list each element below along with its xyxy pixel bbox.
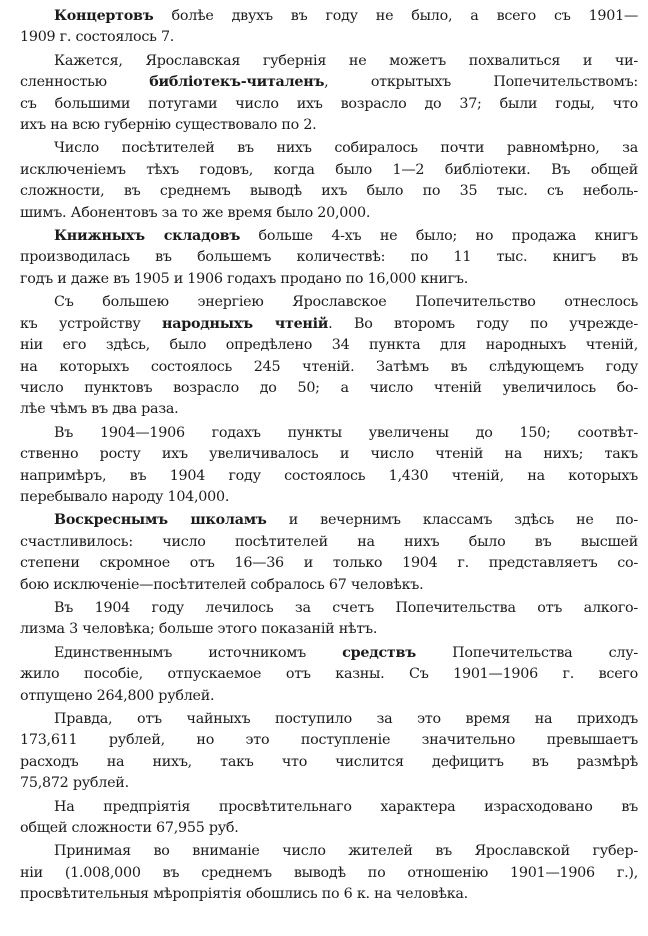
text-line bbox=[20, 357, 638, 378]
paragraph bbox=[20, 226, 638, 290]
text-line bbox=[20, 444, 638, 465]
text-segment: сленностью bbox=[20, 74, 150, 91]
paragraph bbox=[20, 510, 638, 596]
text-segment: Въ 1904 году лечилось за счетъ Попечительства отъ алкого- bbox=[54, 599, 638, 616]
text-segment: Правда, отъ чайныхъ поступило за это время на приходъ bbox=[54, 711, 638, 727]
text-segment: жило пособіе, отпускаемое отъ казны. Съ 1901—1906 г. всего bbox=[20, 666, 638, 683]
text-segment: Принимая во вниманіе число жителей въ Ярославской губер- bbox=[54, 843, 638, 860]
bold-term: Концертовъ bbox=[54, 8, 154, 24]
bold-term: средствъ bbox=[342, 644, 416, 661]
paragraph bbox=[20, 841, 638, 905]
text-segment: Единственнымъ источникомъ bbox=[54, 644, 343, 661]
text-line bbox=[20, 335, 638, 356]
text-line bbox=[20, 423, 638, 444]
text-segment: лизма 3 человѣка; больше этого показаній нѣтъ. bbox=[20, 621, 378, 638]
bold-term: народныхъ чтеній bbox=[162, 315, 329, 332]
text-line bbox=[20, 884, 638, 905]
text-line bbox=[20, 115, 638, 136]
text-line bbox=[20, 269, 638, 290]
text-segment: лѣе чѣмъ въ два раза. bbox=[20, 401, 179, 418]
text-segment: ніи его здѣсь, было опредѣлено 34 пункта для народныхъ чтеній, bbox=[20, 337, 638, 354]
text-segment: напримѣръ, въ 1904 году состоялось 1,430 чтеній, на которыхъ bbox=[20, 467, 638, 484]
text-segment: перебывало народу 104,000. bbox=[20, 488, 230, 505]
text-segment: 173,611 рублей, но это поступленіе значительно превышаетъ bbox=[20, 732, 638, 749]
text-segment: 75,872 рублей. bbox=[20, 775, 129, 792]
paragraph bbox=[20, 51, 638, 137]
text-line bbox=[20, 797, 638, 818]
text-segment: и вечернимъ классамъ здѣсь не по- bbox=[266, 512, 638, 529]
text-line bbox=[20, 226, 638, 247]
text-line bbox=[20, 181, 638, 202]
text-line bbox=[20, 51, 638, 72]
text-segment: Кажется, Ярославская губернія не можетъ похвалиться и чи- bbox=[54, 52, 638, 69]
paragraph bbox=[20, 709, 638, 795]
text-segment: больше 4-хъ не было; но продажа книгъ bbox=[240, 228, 638, 245]
text-line bbox=[20, 773, 638, 794]
text-line bbox=[20, 510, 638, 531]
text-segment: производилась въ большемъ количествѣ: по 11 тыс. книгъ въ bbox=[20, 249, 638, 266]
text-line bbox=[20, 466, 638, 487]
text-line bbox=[20, 730, 638, 751]
text-line bbox=[20, 752, 638, 773]
paragraph bbox=[20, 138, 638, 224]
paragraph bbox=[20, 423, 638, 509]
paragraph bbox=[20, 797, 638, 840]
text-segment: . Во второмъ году по учрежде- bbox=[328, 315, 638, 332]
text-segment: степени скромное отъ 16—36 и только 1904 г. представляетъ со- bbox=[20, 555, 638, 572]
text-segment: счастливилось: число посѣтителей на нихъ было въ высшей bbox=[20, 533, 638, 550]
text-line bbox=[20, 292, 638, 313]
text-segment: просвѣтительныя мѣропріятія обошлись по 6 к. на человѣка. bbox=[20, 886, 468, 903]
text-segment: число пунктовъ возрасло до 50; а число чтеній увеличилось бо- bbox=[20, 379, 638, 396]
text-line bbox=[20, 863, 638, 884]
text-line bbox=[20, 72, 638, 93]
text-line bbox=[20, 532, 638, 553]
text-line bbox=[20, 619, 638, 640]
text-segment: шимъ. Абонентовъ за то же время было 20,000. bbox=[20, 204, 371, 221]
text-line bbox=[20, 553, 638, 574]
text-segment: сложности, въ среднемъ выводѣ ихъ было по 35 тыс. съ неболь- bbox=[20, 183, 638, 200]
text-segment: ніи (1.008,000 въ среднемъ выводѣ по отношенію 1901—1906 г.), bbox=[20, 864, 638, 881]
text-segment: ственно росту ихъ увеличивалось и число чтеній на нихъ; такъ bbox=[20, 446, 638, 463]
paragraph bbox=[20, 6, 638, 49]
text-segment: съ большими потугами число ихъ возрасло до 37; были годы, что bbox=[20, 95, 638, 112]
text-line bbox=[20, 686, 638, 707]
text-segment: исключеніемъ тѣхъ годовъ, когда было 1—2 библіотеки. Въ общей bbox=[20, 161, 638, 178]
text-line bbox=[20, 314, 638, 335]
text-line bbox=[20, 138, 638, 159]
text-line bbox=[20, 818, 638, 839]
text-line bbox=[20, 664, 638, 685]
text-segment: На предпріятія просвѣтительнаго характера израсходовано въ bbox=[54, 798, 638, 815]
text-segment: болѣе двухъ въ году не было, а всего съ 1901— bbox=[153, 8, 638, 24]
text-line bbox=[20, 643, 638, 664]
bold-term: Воскреснымъ школамъ bbox=[54, 512, 267, 529]
text-line bbox=[20, 399, 638, 420]
paragraph bbox=[20, 643, 638, 707]
text-segment: Попечительства слу- bbox=[415, 644, 638, 661]
text-segment: общей сложности 67,955 руб. bbox=[20, 820, 239, 837]
text-segment: расходъ на нихъ, такъ что числится дефицитъ въ размѣрѣ bbox=[20, 753, 638, 770]
text-line bbox=[20, 160, 638, 181]
text-segment: на которыхъ состоялось 245 чтеній. Затѣмъ въ слѣдующемъ году bbox=[20, 358, 638, 375]
text-segment: ихъ на всю губернію существовало по 2. bbox=[20, 117, 317, 134]
text-segment: 1909 г. состоялось 7. bbox=[20, 29, 175, 46]
bold-term: библіотекъ-читаленъ bbox=[149, 74, 325, 91]
text-segment: къ устройству bbox=[20, 315, 162, 332]
text-line bbox=[20, 378, 638, 399]
text-segment: годъ и даже въ 1905 и 1906 годахъ продано по 16,000 книгъ. bbox=[20, 270, 469, 287]
text-line bbox=[20, 598, 638, 619]
text-segment: бою исключеніе—посѣтителей собралось 67 человѣкъ. bbox=[20, 576, 424, 593]
paragraph bbox=[20, 598, 638, 641]
text-line bbox=[20, 94, 638, 115]
text-line bbox=[20, 709, 638, 730]
bold-term: Книжныхъ складовъ bbox=[54, 228, 241, 245]
text-line bbox=[20, 203, 638, 224]
text-line bbox=[20, 27, 638, 48]
text-segment: отпущено 264,800 рублей. bbox=[20, 687, 215, 704]
text-segment: Съ большею энергіею Ярославское Попечительство отнеслось bbox=[54, 294, 638, 311]
text-line bbox=[20, 575, 638, 596]
text-line bbox=[20, 247, 638, 268]
text-segment: Въ 1904—1906 годахъ пункты увеличены до 150; соотвѣт- bbox=[54, 424, 638, 441]
text-line bbox=[20, 487, 638, 508]
text-line bbox=[20, 6, 638, 27]
paragraph bbox=[20, 292, 638, 420]
text-line bbox=[20, 841, 638, 862]
text-segment: , открытыхъ Попечительствомъ: bbox=[324, 74, 638, 91]
text-segment: Число посѣтителей въ нихъ собиралось почти равномѣрно, за bbox=[54, 140, 638, 157]
